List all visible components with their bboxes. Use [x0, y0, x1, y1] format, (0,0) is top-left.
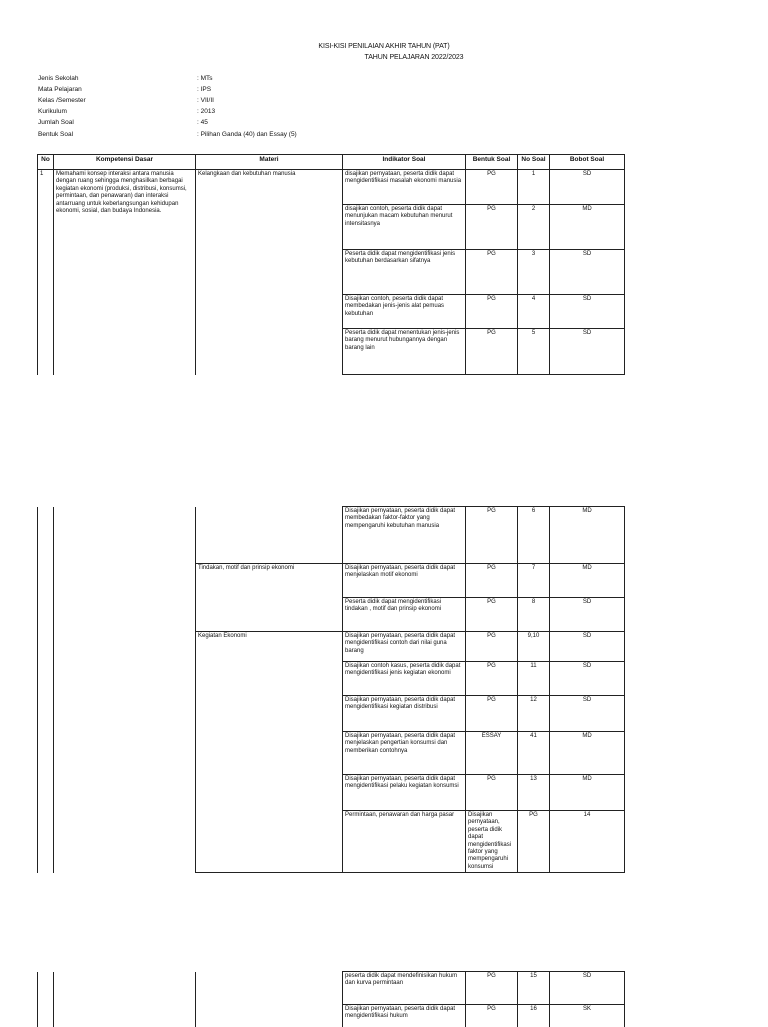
- col-header-kompetensi-dasar: Kompetensi Dasar: [54, 155, 196, 170]
- indikator-cell: Disajikan pernyataan, peserta didik dapat mengidentifikasi kegiatan distribusi: [343, 696, 466, 732]
- nosoal-cell: 1: [518, 170, 550, 205]
- table-header-row: [38, 155, 625, 170]
- indikator-cell: Disajikan pernyataan, peserta didik dapat mengidentifikasi contoh dari nilai guna barang: [343, 632, 466, 662]
- indikator-cell: Peserta didik dapat mengidentifikasi jenis kebutuhan berdasarkan sifatnya: [343, 250, 466, 295]
- indikator-cell: Peserta didik dapat menentukan jenis-jenis barang menurut hubungannya dengan barang lain: [343, 329, 466, 375]
- bobot-cell: SD: [550, 696, 625, 732]
- col-header-no-soal: No Soal: [518, 155, 550, 170]
- bobot-cell: MD: [550, 775, 625, 811]
- meta-value: : VII/II: [197, 97, 214, 104]
- nosoal-cell: 11: [518, 662, 550, 696]
- table-row: [38, 507, 625, 564]
- indikator-cell: Disajikan pernyataan, peserta didik dapat mengidentifikasi pelaku kegiatan konsumsi: [343, 775, 466, 811]
- bentuk-cell: PG: [466, 205, 518, 250]
- meta-label: Kelas /Semester: [38, 97, 86, 104]
- bentuk-cell: PG: [518, 811, 550, 873]
- indikator-cell: Disajikan contoh kasus, peserta didik dapat mengidentifikasi jenis kegiatan ekonomi: [343, 662, 466, 696]
- meta-value: : 2013: [197, 108, 216, 115]
- bentuk-cell: PG: [466, 1005, 518, 1027]
- bobot-cell: SD: [550, 170, 625, 205]
- nosoal-cell: 5: [518, 329, 550, 375]
- indikator-cell: Disajikan pernyataan, peserta didik dapat mengidentifikasi faktor yang mempengaruhi konsumsi: [466, 811, 518, 873]
- meta-label: Jenis Sekolah: [38, 75, 79, 82]
- col-header-bentuk-soal: Bentuk Soal: [466, 155, 518, 170]
- nosoal-cell: 7: [518, 564, 550, 598]
- nosoal-cell: 3: [518, 250, 550, 295]
- indikator-cell: disajikan contoh, peserta didik dapat menunjukan macam kebutuhan menurut intensitasnya: [343, 205, 466, 250]
- meta-value: : IPS: [197, 86, 212, 93]
- kisi-kisi-table-page2: [37, 506, 625, 873]
- col-header-materi: Materi: [196, 155, 343, 170]
- kd-text-continued: [54, 972, 196, 1027]
- bentuk-cell: PG: [466, 598, 518, 632]
- bobot-cell: SD: [550, 972, 625, 1005]
- meta-label: Jumlah Soal: [38, 119, 74, 126]
- kd-text-continued: [54, 507, 196, 873]
- bentuk-cell: PG: [466, 170, 518, 205]
- bentuk-cell: PG: [466, 250, 518, 295]
- bobot-cell: MD: [550, 205, 625, 250]
- indikator-cell: Disajikan pernyataan, peserta didik dapat menjelaskan pengertian konsumsi dan memberikan contohnya: [343, 732, 466, 775]
- indikator-cell: Disajikan contoh, peserta didik dapat membedakan jenis-jenis alat pemuas kebutuhan: [343, 295, 466, 329]
- bentuk-cell: PG: [466, 507, 518, 564]
- meta-label: Kurikulum: [38, 108, 67, 115]
- bentuk-cell: PG: [466, 329, 518, 375]
- bobot-cell: MD: [550, 564, 625, 598]
- kd-number-continued: [38, 507, 54, 873]
- kisi-kisi-table-page1: [37, 154, 625, 375]
- materi-cell-continued: [196, 507, 343, 564]
- col-header-no: No: [38, 155, 54, 170]
- document-title-line1: KISI-KISI PENILAIAN AKHIR TAHUN (PAT): [318, 43, 450, 50]
- bobot-cell: SD: [550, 250, 625, 295]
- bentuk-cell: PG: [466, 295, 518, 329]
- bentuk-cell: PG: [466, 662, 518, 696]
- table-row: [38, 170, 625, 205]
- materi-cell: Permintaan, penawaran dan harga pasar: [343, 811, 466, 873]
- bobot-cell: SD: [550, 662, 625, 696]
- nosoal-cell: 41: [518, 732, 550, 775]
- nosoal-cell: 4: [518, 295, 550, 329]
- indikator-cell: Disajikan pernyataan, peserta didik dapat menjelaskan motif ekonomi: [343, 564, 466, 598]
- table-row: [38, 972, 625, 1005]
- meta-label: Bentuk Soal: [38, 131, 74, 138]
- bobot-cell: MD: [550, 507, 625, 564]
- nosoal-cell: 2: [518, 205, 550, 250]
- nosoal-cell: 16: [518, 1005, 550, 1027]
- col-header-bobot-soal: Bobot Soal: [550, 155, 625, 170]
- bentuk-cell: PG: [466, 564, 518, 598]
- nosoal-cell: 13: [518, 775, 550, 811]
- indikator-cell: Peserta didik dapat mengidentifikasi tindakan , motif dan prinsip ekonomi: [343, 598, 466, 632]
- materi-cell-continued: [196, 972, 343, 1027]
- bobot-cell: SD: [550, 295, 625, 329]
- bentuk-cell: PG: [466, 972, 518, 1005]
- col-header-indikator: Indikator Soal: [343, 155, 466, 170]
- kd-number: 1: [38, 170, 54, 375]
- bobot-cell: SD: [550, 598, 625, 632]
- nosoal-cell: 14: [550, 811, 625, 873]
- kd-number-continued: [38, 972, 54, 1027]
- kisi-kisi-table-page3: [37, 971, 625, 1027]
- bobot-cell: SD: [550, 632, 625, 662]
- kd-text: Memahami konsep interaksi antara manusia dengan ruang sehingga menghasilkan berbagai kegiatan ekonomi (produksi, distribusi, konsumsi, permintaan, dan penawaran) dan interaksi antarruang untuk keberlangsungan kehidupan ekonomi, sosial, dan budaya Indonesia.: [54, 170, 196, 375]
- bobot-cell: SK: [550, 1005, 625, 1027]
- document-title-line2: TAHUN PELAJARAN 2022/2023: [364, 54, 464, 61]
- materi-cell: Kelangkaan dan kebutuhan manusia: [196, 170, 343, 375]
- bentuk-cell: PG: [466, 775, 518, 811]
- bentuk-cell: ESSAY: [466, 732, 518, 775]
- nosoal-cell: 12: [518, 696, 550, 732]
- meta-value: : 45: [197, 119, 208, 126]
- nosoal-cell: 6: [518, 507, 550, 564]
- bobot-cell: SD: [550, 329, 625, 375]
- nosoal-cell: 8: [518, 598, 550, 632]
- indikator-cell: Disajikan pernyataan, peserta didik dapat membedakan faktor-faktor yang mempengaruhi kebutuhan manusia: [343, 507, 466, 564]
- materi-cell: Tindakan, motif dan prinsip ekonomi: [196, 564, 343, 632]
- meta-value: : MTs: [197, 75, 213, 82]
- bentuk-cell: PG: [466, 632, 518, 662]
- indikator-cell: peserta didik dapat mendefinisikan hukum dan kurva permintaan: [343, 972, 466, 1005]
- nosoal-cell: 15: [518, 972, 550, 1005]
- bentuk-cell: PG: [466, 696, 518, 732]
- bobot-cell: MD: [550, 732, 625, 775]
- nosoal-cell: 9,10: [518, 632, 550, 662]
- meta-value: : Pilihan Ganda (40) dan Essay (5): [197, 131, 297, 138]
- materi-cell: Kegiatan Ekonomi: [196, 632, 343, 873]
- meta-label: Mata Pelajaran: [38, 86, 82, 93]
- indikator-cell: Disajikan pernyataan, peserta didik dapat mengidentifikasi hukum: [343, 1005, 466, 1027]
- indikator-cell: disajikan pernyataan, peserta didik dapat mengidentifikasi masalah ekonomi manusia: [343, 170, 466, 205]
